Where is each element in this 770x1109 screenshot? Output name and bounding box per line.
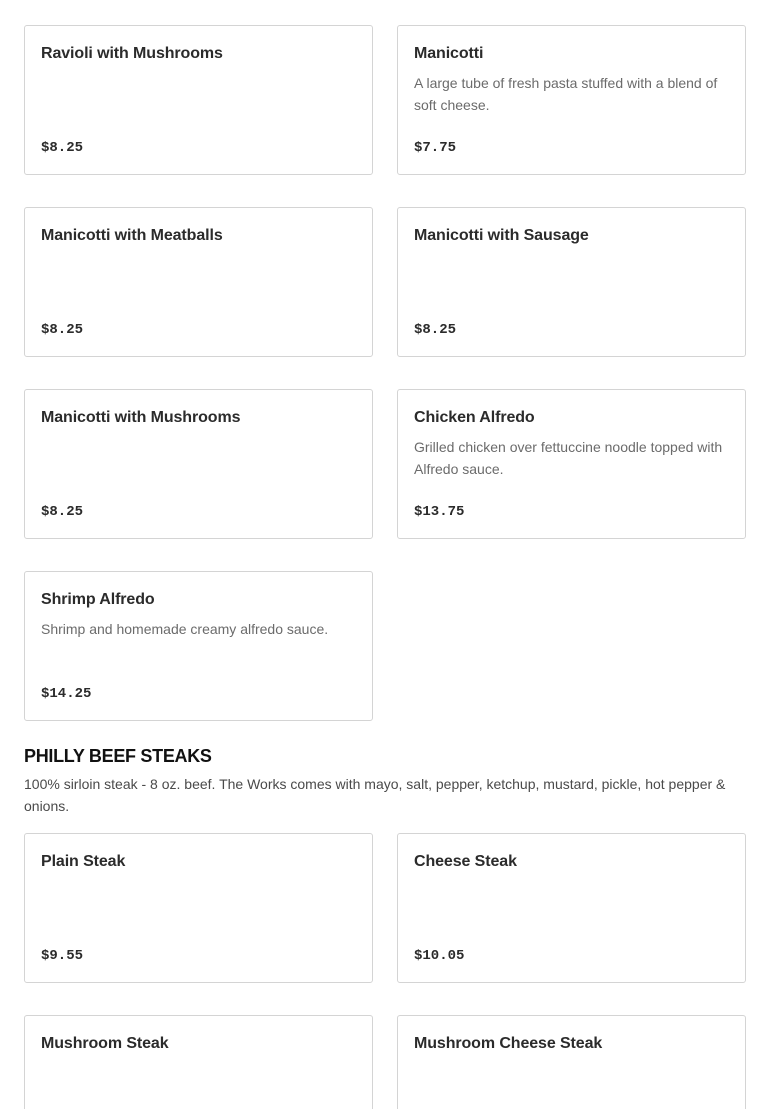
menu-item-name: Plain Steak (41, 853, 126, 870)
menu-item-price: $7.75 (414, 140, 457, 156)
menu-item-card[interactable] (24, 207, 373, 357)
menu-item-name: Manicotti with Meatballs (41, 227, 223, 244)
menu-item-name: Manicotti with Mushrooms (41, 409, 241, 426)
menu-item-name: Mushroom Steak (41, 1035, 169, 1052)
menu-item-card[interactable] (24, 571, 373, 721)
menu-item-price: $9.55 (41, 948, 84, 964)
menu-item-price: $8.25 (414, 322, 457, 338)
menu-item-price: $8.25 (41, 322, 84, 338)
menu-item-name: Ravioli with Mushrooms (41, 45, 223, 62)
menu-item-name: Manicotti (414, 45, 484, 62)
menu-item-price: $8.25 (41, 140, 84, 156)
menu-item-card[interactable] (397, 389, 746, 539)
menu-item-price: $14.25 (41, 686, 92, 702)
menu-item-card[interactable] (24, 833, 373, 983)
menu-item-card[interactable] (397, 1015, 746, 1109)
menu-item-description: Grilled chicken over fettuccine noodle topped with Alfredo sauce. (414, 439, 723, 477)
menu-item-card[interactable] (397, 207, 746, 357)
menu-item-name: Shrimp Alfredo (41, 591, 155, 608)
menu-item-name: Mushroom Cheese Steak (414, 1035, 603, 1052)
menu-item-name: Manicotti with Sausage (414, 227, 589, 244)
menu-item-price: $10.05 (414, 948, 465, 964)
menu-item-description: A large tube of fresh pasta stuffed with a blend of soft cheese. (414, 75, 718, 113)
section-description: 100% sirloin steak - 8 oz. beef. The Works comes with mayo, salt, pepper, ketchup, mustard, pickle, hot pepper & onions. (24, 776, 726, 814)
menu-item-name: Chicken Alfredo (414, 409, 535, 426)
menu-item-card[interactable] (24, 1015, 373, 1109)
menu-item-card[interactable] (24, 25, 373, 175)
section-title: PHILLY BEEF STEAKS (24, 746, 212, 766)
menu-item-name: Cheese Steak (414, 853, 517, 870)
menu-item-description: Shrimp and homemade creamy alfredo sauce. (41, 621, 329, 637)
menu-item-card[interactable] (397, 833, 746, 983)
menu-item-price: $13.75 (414, 504, 465, 520)
menu-item-card[interactable] (24, 389, 373, 539)
menu-item-card[interactable] (397, 25, 746, 175)
menu-item-price: $8.25 (41, 504, 84, 520)
